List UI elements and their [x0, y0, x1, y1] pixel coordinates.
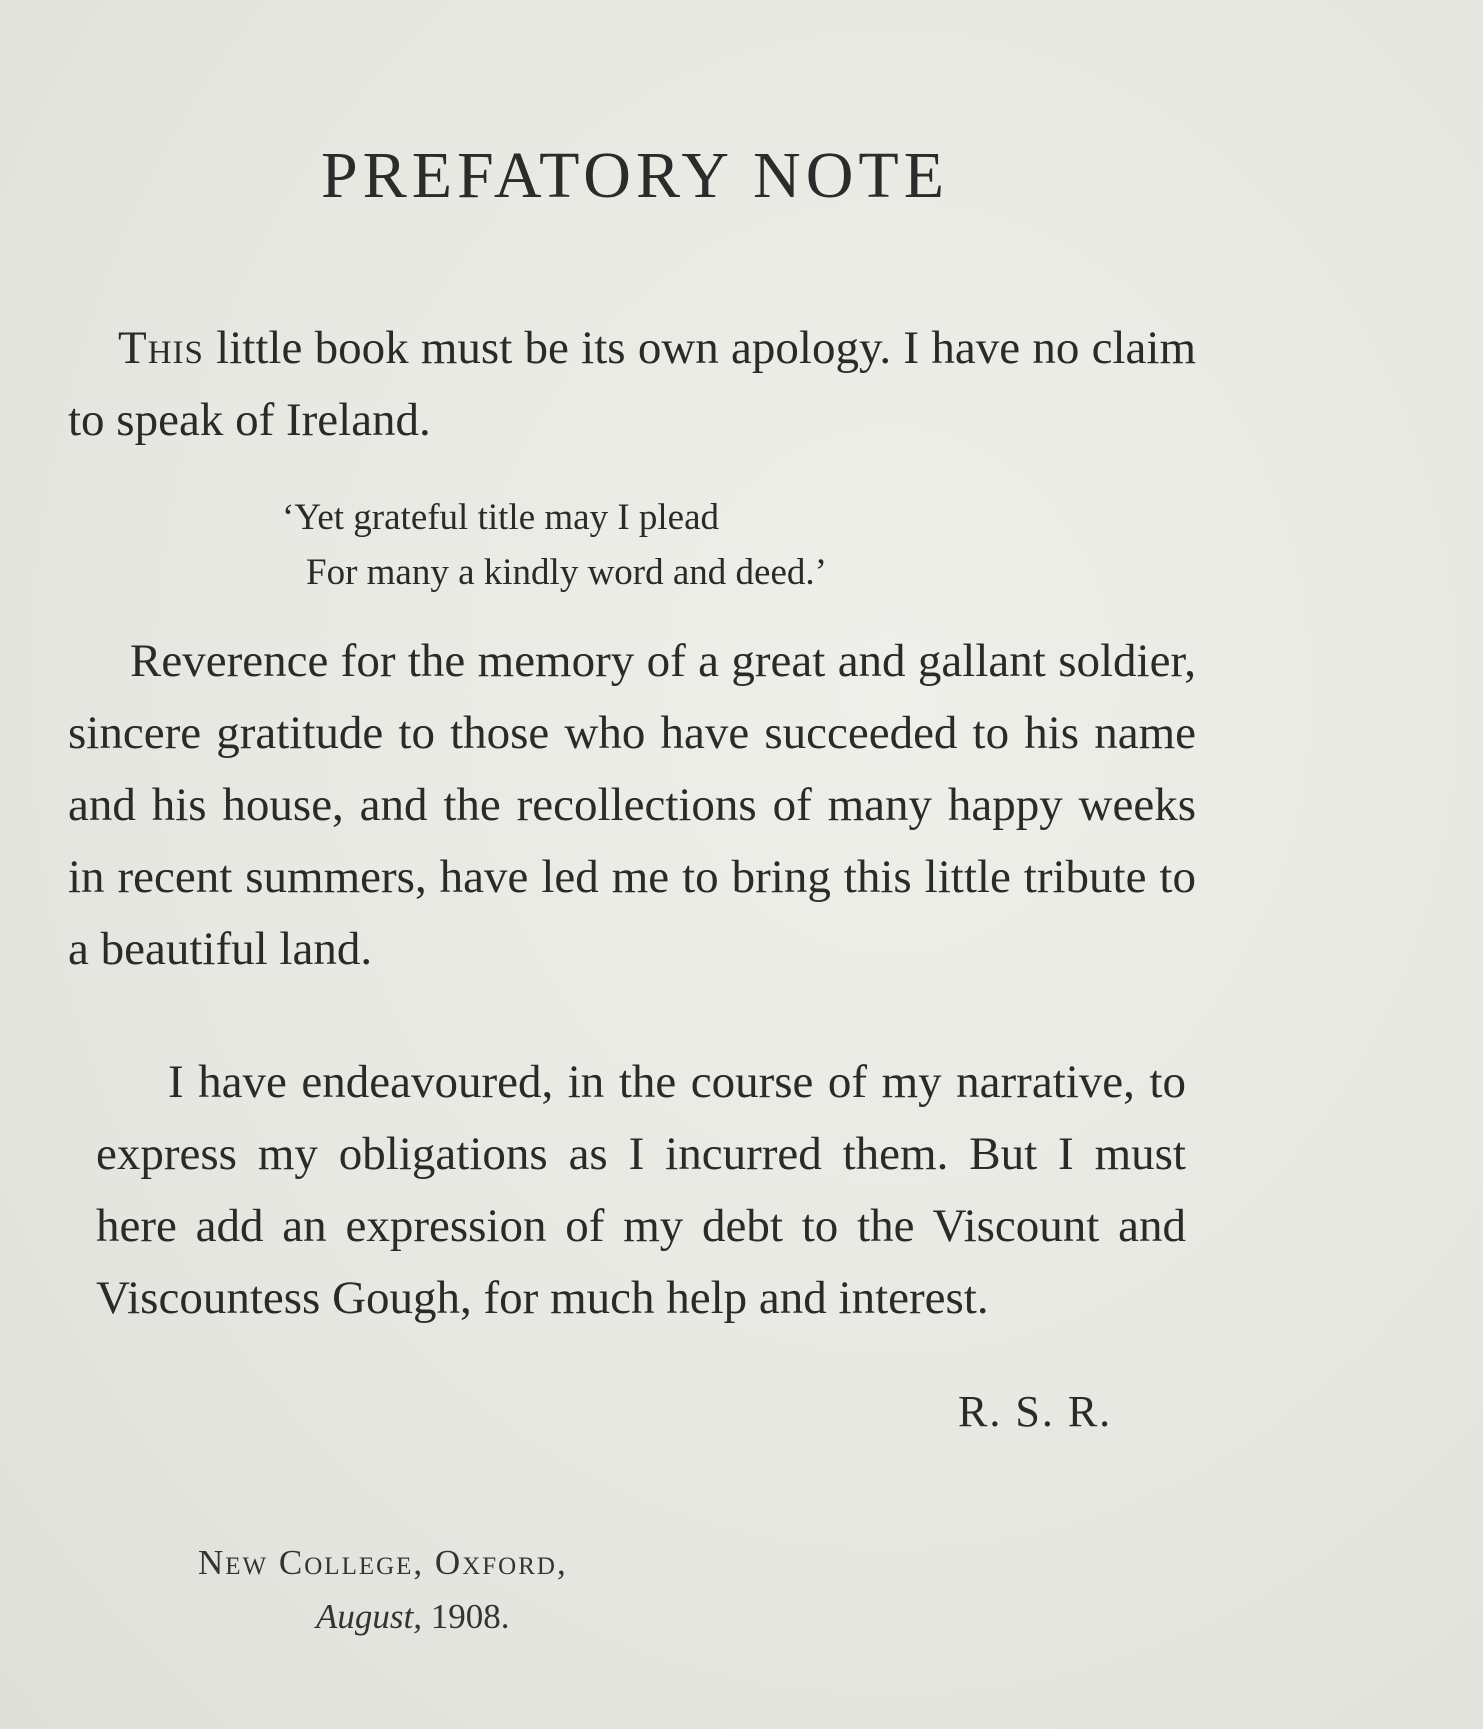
- verse-quotation: [282, 490, 827, 600]
- page-title: PREFATORY NOTE: [320, 139, 950, 212]
- paragraph-apology: [68, 312, 1196, 456]
- paragraph-obligations: I have endeavoured, in the course of my narrative, to express my obligations as I incurred them. But I must here add an expression of my debt to the Viscount and Viscountess Gough, for much help and interest.: [96, 1056, 1186, 1324]
- dateline-place: New College, Oxford,: [198, 1543, 568, 1582]
- dateline-year: 1908.: [421, 1597, 510, 1636]
- dateline-month: August,: [316, 1597, 422, 1636]
- dateline: [198, 1536, 568, 1644]
- verse-line-1: ‘Yet grateful title may I plead: [282, 497, 720, 538]
- author-initials: R. S. R.: [958, 1387, 1113, 1436]
- verse-line-2: For many a kindly word and deed.’: [306, 552, 827, 593]
- paragraph-lead-word: This: [118, 322, 204, 374]
- paragraph-apology-text: little book must be its own apology. I have no claim to speak of Ireland.: [68, 322, 1196, 446]
- dateline-date: [198, 1590, 568, 1644]
- paragraph-reverence: Reverence for the memory of a great and gallant soldier, sincere gratitude to those who have succeeded to his name and his house, and the recollections of many happy weeks in recent summers, have led me to bring this little tribute to a beautiful land.: [68, 635, 1196, 975]
